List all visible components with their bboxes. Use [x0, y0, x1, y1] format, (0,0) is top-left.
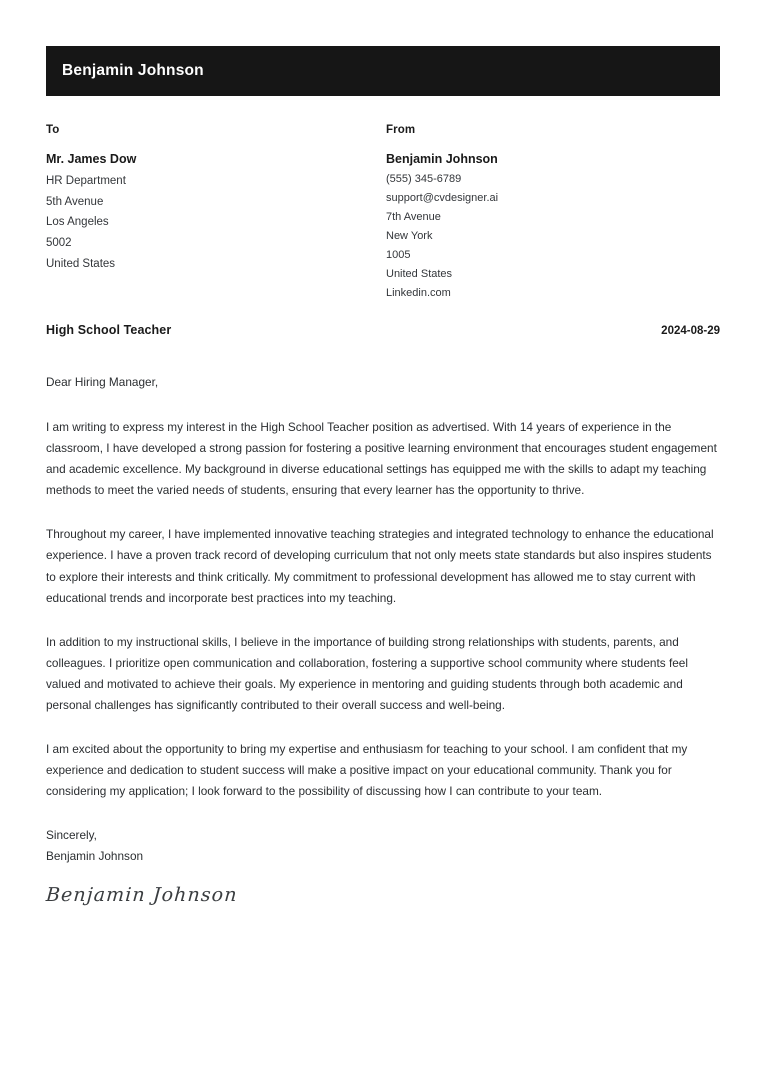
- body-paragraph: Throughout my career, I have implemented innovative teaching strategies and integrated technology to enhance the educational experience. I have a proven track record of developing curriculum that not only meets state standards but also inspires students to explore their interests and think critically. My commitment to professional development has allowed me to stay current with educational trends and incorporate best practices into my teaching.: [46, 527, 714, 605]
- recipient-line: 5th Avenue: [46, 195, 104, 208]
- letter-date: 2024-08-29: [661, 325, 720, 337]
- letterhead-name: Benjamin Johnson: [62, 62, 204, 79]
- address-row: [46, 124, 720, 303]
- body-paragraph: I am writing to express my interest in the High School Teacher position as advertised. With 14 years of experience in the classroom, I have developed a strong passion for fostering a positive learning environment that encourages student engagement and academic excellence. My background in diverse educational settings has equipped me with the skills to adapt my teaching methods to meet the varied needs of students, ensuring that every learner has the opportunity to thrive.: [46, 420, 717, 498]
- letter-body: [46, 372, 720, 906]
- job-title: High School Teacher: [46, 323, 172, 337]
- recipient-name: Mr. James Dow: [46, 152, 137, 166]
- signature: Benjamin Johnson: [45, 884, 239, 907]
- subject-row: [46, 323, 720, 337]
- body-paragraph: I am excited about the opportunity to bring my expertise and enthusiasm for teaching to your school. I am confident that my experience and dedication to student success will make a positive impact on your educational community. Thank you for considering my application; I look forward to the possibility of discussing how I can contribute to your team.: [46, 742, 688, 799]
- sender-label: From: [386, 124, 416, 136]
- sender-line: 1005: [386, 249, 411, 261]
- sender-website[interactable]: Linkedin.com: [386, 287, 451, 299]
- sender-name: Benjamin Johnson: [386, 152, 498, 166]
- closing-block: [46, 825, 720, 866]
- recipient-label: To: [46, 124, 60, 136]
- closing-word: Sincerely,: [46, 828, 97, 843]
- salutation: Dear Hiring Manager,: [46, 375, 159, 389]
- sender-line: New York: [386, 230, 433, 242]
- recipient-line: 5002: [46, 237, 72, 250]
- sender-line: 7th Avenue: [386, 211, 441, 223]
- recipient-block: [46, 124, 386, 275]
- letterhead-banner: [46, 46, 720, 96]
- sender-line: United States: [386, 268, 453, 280]
- closing-name: Benjamin Johnson: [46, 848, 144, 863]
- recipient-line: United States: [46, 257, 116, 270]
- sender-phone: (555) 345-6789: [386, 173, 462, 185]
- sender-email[interactable]: support@cvdesigner.ai: [386, 192, 499, 204]
- recipient-line: HR Department: [46, 175, 126, 187]
- sender-block: [386, 124, 720, 303]
- recipient-line: Los Angeles: [46, 216, 109, 229]
- body-paragraph: In addition to my instructional skills, I believe in the importance of building strong relationships with students, parents, and colleagues. I prioritize open communication and collaboration, fostering a supportive school community where students feel valued and motivated to achieve their goals. My experience in mentoring and guiding students through both academic and personal challenges has significantly contributed to their overall success and well-being.: [46, 634, 688, 713]
